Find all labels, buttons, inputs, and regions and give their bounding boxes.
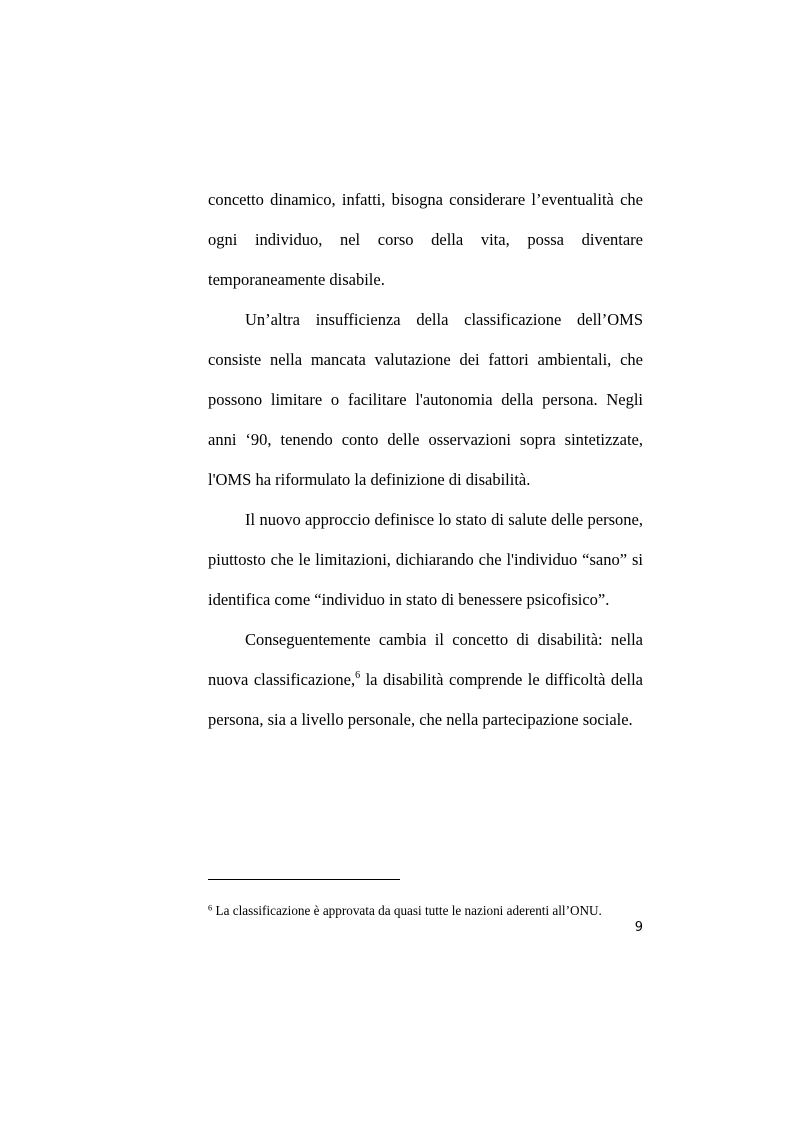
footnote-separator xyxy=(208,879,400,880)
paragraph-4-text-before: Conseguentemente cambia il concetto di disabilità: nella nuova classificazione, xyxy=(208,630,643,689)
paragraph-2: Un’altra insufficienza della classificazione dell’OMS consiste nella mancata valutazione dei fattori ambientali, che possono limitare o facilitare l'autonomia della persona. Negli anni ‘90, tenendo conto delle osservazioni sopra sintetizzate, l'OMS ha riformulato la definizione di disabilità. xyxy=(208,310,643,489)
footnote-number: 6 xyxy=(208,902,213,913)
paragraph-3: Il nuovo approccio definisce lo stato di salute delle persone, piuttosto che le limitazioni, dichiarando che l'individuo “sano” si identifica come “individuo in stato di benessere psicofisico”. xyxy=(208,510,643,609)
footnote xyxy=(208,902,643,920)
paragraph-4 xyxy=(208,620,643,740)
paragraph-1: concetto dinamico, infatti, bisogna considerare l’eventualità che ogni individuo, nel corso della vita, possa diventare temporaneamente disabile. xyxy=(208,190,643,289)
page-number: 9 xyxy=(634,920,643,935)
paragraph-4-text-after: la disabilità comprende le difficoltà della persona, sia a livello personale, che nella partecipazione sociale. xyxy=(208,670,643,729)
body-text xyxy=(208,180,643,740)
footnote-reference: 6 xyxy=(355,670,361,681)
footnote-text: La classificazione è approvata da quasi tutte le nazioni aderenti all’ONU. xyxy=(212,903,602,918)
